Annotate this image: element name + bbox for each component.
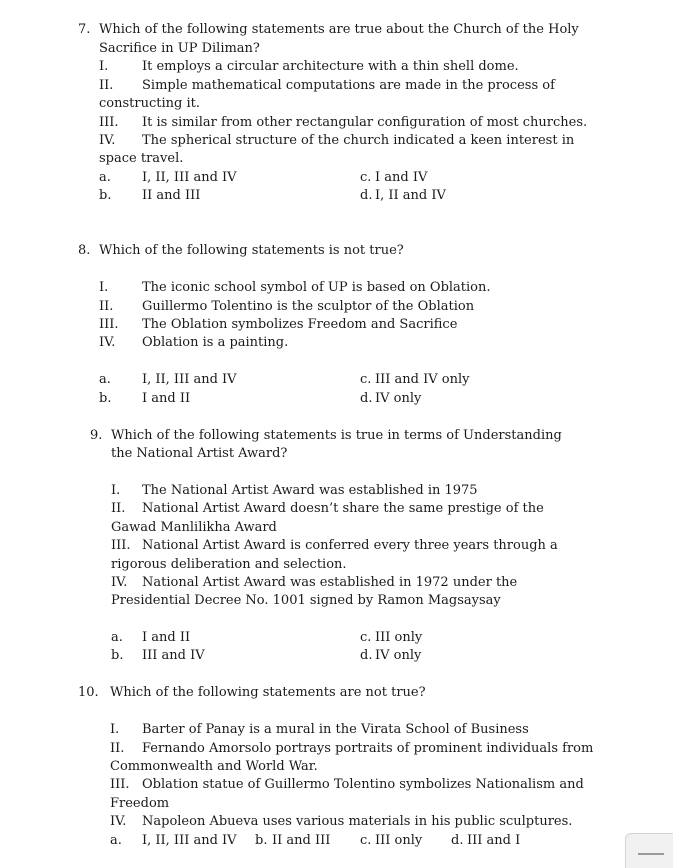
- menu-bar-icon: [638, 853, 664, 855]
- choice-letter: c.: [360, 372, 372, 387]
- choice-text: III and IV only: [375, 372, 470, 387]
- statement-text: National Artist Award doesn’t share the same prestige of the: [142, 501, 544, 516]
- choice-text: I, II and IV: [375, 188, 446, 203]
- choice-letter: d.: [451, 833, 464, 848]
- question-stem-line: Sacrifice in UP Diliman?: [99, 41, 260, 56]
- statement-numeral: III.: [99, 115, 119, 130]
- choice-letter: b.: [99, 188, 112, 203]
- choice-text: I and IV: [375, 170, 428, 185]
- statement-text: Gawad Manlilikha Award: [111, 520, 277, 535]
- statement-text: Freedom: [110, 796, 170, 811]
- statement-numeral: I.: [99, 280, 109, 295]
- choice-letter: c.: [360, 833, 372, 848]
- choice-letter: a.: [111, 630, 123, 645]
- statement-text: It employs a circular architecture with a thin shell dome.: [142, 59, 519, 74]
- statement-numeral: IV.: [111, 575, 128, 590]
- choice-letter: d.: [360, 391, 373, 406]
- choice-text: I, II, III and IV: [142, 170, 237, 185]
- statement-text: Guillermo Tolentino is the sculptor of the Oblation: [142, 299, 475, 314]
- choice-letter: b.: [99, 391, 112, 406]
- statement-text: Simple mathematical computations are made in the process of: [142, 78, 555, 93]
- statement-text: Barter of Panay is a mural in the Virata School of Business: [142, 722, 529, 737]
- statement-numeral: III.: [99, 317, 119, 332]
- statement-text: Oblation is a painting.: [142, 335, 289, 350]
- statement-text: Fernando Amorsolo portrays portraits of prominent individuals from: [142, 741, 594, 756]
- statement-numeral: II.: [99, 299, 114, 314]
- choice-letter: b.: [111, 648, 124, 663]
- statement-numeral: II.: [111, 501, 126, 516]
- statement-numeral: IV.: [99, 133, 116, 148]
- statement-text: Napoleon Abueva uses various materials in his public sculptures.: [142, 814, 573, 829]
- statement-text: The National Artist Award was established in 1975: [142, 483, 478, 498]
- question-number: 8.: [78, 243, 91, 258]
- question-stem-line: Which of the following statements are not true?: [110, 685, 426, 700]
- statement-numeral: II.: [110, 741, 125, 756]
- statement-numeral: IV.: [110, 814, 127, 829]
- choice-text: III and IV: [142, 648, 205, 663]
- choice-letter: a.: [110, 833, 122, 848]
- statement-text: Commonwealth and World War.: [110, 759, 318, 774]
- choice-text: II and III: [142, 188, 201, 203]
- statement-text: The spherical structure of the church indicated a keen interest in: [142, 133, 575, 148]
- statement-text: National Artist Award is conferred every three years through a: [142, 538, 558, 553]
- question-number: 7.: [78, 22, 91, 37]
- choice-text: I and II: [142, 391, 191, 406]
- statement-text: Presidential Decree No. 1001 signed by Ramon Magsaysay: [111, 593, 501, 608]
- page-menu-handle[interactable]: [625, 833, 673, 868]
- choice-text: IV only: [375, 391, 422, 406]
- choice-text: I and II: [142, 630, 191, 645]
- choice-text: II and III: [272, 833, 331, 848]
- statement-numeral: I.: [110, 722, 120, 737]
- choice-letter: a.: [99, 372, 111, 387]
- statement-text: space travel.: [99, 151, 184, 166]
- statement-numeral: II.: [99, 78, 114, 93]
- choice-letter: a.: [99, 170, 111, 185]
- statement-numeral: III.: [111, 538, 131, 553]
- choice-letter: c.: [360, 170, 372, 185]
- question-stem-line: the National Artist Award?: [111, 446, 288, 461]
- choice-text: III only: [375, 833, 423, 848]
- statement-numeral: IV.: [99, 335, 116, 350]
- question-stem-line: Which of the following statements is not true?: [99, 243, 404, 258]
- choice-letter: d.: [360, 188, 373, 203]
- statement-numeral: I.: [111, 483, 121, 498]
- choice-letter: d.: [360, 648, 373, 663]
- statement-text: The iconic school symbol of UP is based on Oblation.: [142, 280, 491, 295]
- statement-text: Oblation statue of Guillermo Tolentino symbolizes Nationalism and: [142, 777, 584, 792]
- question-stem-line: Which of the following statements is true in terms of Understanding: [111, 428, 562, 443]
- question-number: 10.: [78, 685, 99, 700]
- statement-numeral: III.: [110, 777, 130, 792]
- statement-text: constructing it.: [99, 96, 200, 111]
- choice-text: III only: [375, 630, 423, 645]
- statement-numeral: I.: [99, 59, 109, 74]
- question-stem-line: Which of the following statements are true about the Church of the Holy: [99, 22, 579, 37]
- statement-text: National Artist Award was established in 1972 under the: [142, 575, 518, 590]
- choice-text: IV only: [375, 648, 422, 663]
- statement-text: The Oblation symbolizes Freedom and Sacrifice: [142, 317, 458, 332]
- statement-text: It is similar from other rectangular configuration of most churches.: [142, 115, 588, 130]
- choice-text: III and I: [467, 833, 521, 848]
- statement-text: rigorous deliberation and selection.: [111, 557, 347, 572]
- choice-letter: b.: [255, 833, 268, 848]
- choice-letter: c.: [360, 630, 372, 645]
- choice-text: I, II, III and IV: [142, 372, 237, 387]
- question-number: 9.: [90, 428, 103, 443]
- choice-text: I, II, III and IV: [142, 833, 237, 848]
